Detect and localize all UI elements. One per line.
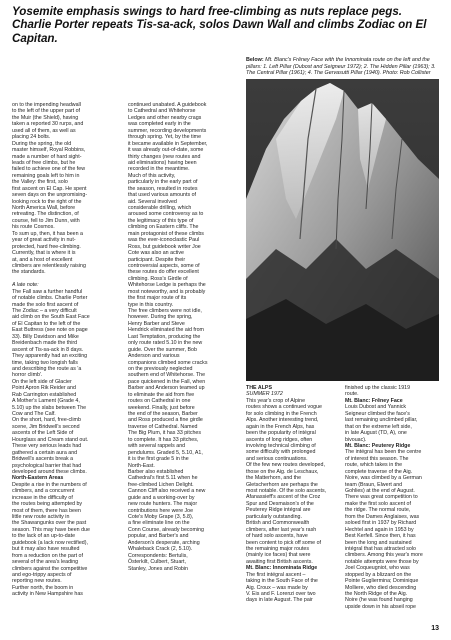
text-line: Noire (he was found hanging: [345, 597, 413, 604]
text-line: and serious continuations.: [246, 455, 308, 462]
text-line: pace quickened in the Fall, when: [128, 378, 206, 385]
text-column-1: [12, 102, 120, 612]
text-line: the first major route of its: [128, 295, 187, 302]
text-line: Mt. Blanc: Innominata Ridge: [246, 565, 318, 572]
text-line: Hourglass and Cream stand out.: [12, 436, 89, 443]
text-line: Ledges and other nearby crags: [128, 114, 202, 121]
text-line: on to the impending headwall: [12, 102, 81, 108]
text-line: most of them, there has been: [12, 507, 81, 514]
text-line: ascents of the Left Side of: [12, 430, 74, 437]
text-line: on the previously neglected: [128, 365, 193, 372]
text-line: the Muir (the Shield), having: [12, 114, 79, 121]
text-line: finished up the classic 1919: [345, 385, 411, 391]
text-column-3: [246, 385, 340, 625]
text-line: been the long and sustained: [345, 539, 412, 546]
text-line: made a number of hard sight-: [12, 153, 82, 160]
text-line: awaiting first British ascents.: [246, 558, 313, 565]
text-line: with several rappels and: [128, 443, 186, 450]
text-line: to the lack of an up-to-date: [12, 533, 76, 540]
caption-label: Below:: [246, 57, 264, 63]
text-line: The intégral has been the centre: [345, 449, 422, 456]
text-line: climbers against the competitive: [12, 565, 88, 572]
text-line: Afanassieff's ascent of the Croz: [246, 494, 321, 501]
text-line: SUMMER 1972: [246, 391, 283, 398]
text-line: Henry Barber and Steve: [128, 320, 185, 327]
text-line: involving technical climbing of: [246, 442, 316, 449]
text-line: to eliminate the aid from five: [128, 391, 195, 398]
text-line: reporting new routes.: [12, 578, 62, 585]
text-line: Rab Carrington established: [12, 391, 77, 398]
text-line: new route hunters. The major: [128, 501, 198, 508]
text-line: the Shawangunks over the past: [12, 520, 87, 527]
text-line: most notable. Of the solo ascents,: [246, 488, 327, 494]
text-line: gathered a certain aura and: [12, 449, 78, 456]
text-line: Whaleback Crack (2, 5.10).: [128, 546, 193, 553]
text-line: aroused some controversy as to: [128, 211, 204, 218]
text-line: upside down in his abseil rope: [345, 603, 416, 610]
text-line: Gohlies) at the end of August.: [345, 488, 415, 494]
text-line: most noteworthy, and is probably: [128, 288, 206, 295]
text-line: Mt. Blanc: Frêney Face: [345, 397, 403, 404]
text-line: Molliere, who died descending: [345, 584, 417, 591]
text-line: type in this country.: [128, 301, 174, 308]
text-line: Mt. Blanc: Peuterey Ridge: [345, 442, 411, 449]
text-line: Breidenbach made the third: [12, 340, 78, 347]
text-line: 5.10) up the slabs between The: [12, 404, 87, 411]
text-line: free-climbed Lichen Delight.: [128, 481, 194, 488]
text-line: the Valley: the first, solo: [12, 179, 68, 186]
page-number: 13: [431, 625, 439, 632]
article-headline: Yosemite emphasis swings to hard free-climbing as nuts replace pegs. Charlie Porter repeats Tis-sa-ack, solos Dawn Wall and climbs Zodiac on El Capitan.: [12, 5, 427, 45]
mountain-photo: [246, 79, 439, 381]
text-line: participant. Despite their: [128, 256, 186, 263]
text-line: climbers. Among this year's more: [345, 552, 423, 559]
text-line: Barber and Anderson teamed up: [128, 385, 205, 392]
text-line: course, fell to Jim Dunn, with: [12, 217, 80, 224]
text-line: was the ever-iconoclastic Paul: [128, 237, 200, 244]
text-line: recorded in the meantime.: [128, 166, 190, 173]
text-line: a fine eliminate line on the: [128, 520, 190, 527]
text-line: Stanley, Jones and Robin: [128, 565, 188, 572]
text-line: Noire, was climbed by a German: [345, 475, 422, 482]
text-line: to Cathedral and Whitehorse: [128, 108, 196, 115]
text-line: continued unabated. A guidebook: [128, 102, 207, 108]
text-line: master himself, Royal Robbins,: [12, 147, 86, 154]
text-line: The free climbers were not idle,: [128, 308, 202, 314]
text-line: in late August (TD, A), one: [345, 430, 407, 437]
text-line: routes on Cathedral in one: [128, 398, 191, 405]
text-line: activity in New Hampshire has: [12, 591, 83, 598]
text-line: of interest this season. The: [345, 455, 409, 462]
text-line: Further north, the boom in: [12, 584, 74, 591]
text-line: Spur and Desmaison's of the: [246, 500, 314, 507]
text-line: from a reduction on the part of: [12, 552, 83, 559]
text-line: season. This may have been due: [12, 526, 90, 533]
text-line: been the popularity of intégral: [246, 430, 316, 437]
text-line: was completed early in the: [128, 121, 191, 128]
text-line: Point Apron Rik Reider and: [12, 385, 76, 392]
text-line: companions climbed some cracks: [128, 359, 208, 366]
text-line: Hendrick eliminated the aid from: [128, 327, 204, 334]
text-line: that on the extreme left side,: [345, 423, 412, 430]
text-line: guide and a working-over by: [128, 494, 195, 501]
text-line: popular, and Barber's and: [128, 533, 189, 540]
text-line: looking rock to the right of the: [12, 198, 82, 205]
text-line: Pointe Gugliermina; Dominique: [345, 578, 419, 585]
text-line: thirty changes (new routes and: [128, 153, 201, 160]
text-line: seven days on the unpromising-: [12, 192, 88, 199]
text-line: bivouac).: [345, 436, 367, 443]
text-line: the end of the season, Barber: [128, 411, 198, 417]
text-line: taking in the South Face of the: [246, 578, 318, 585]
text-line: for solo climbing in the French: [246, 410, 317, 417]
text-line: summer, recording developments: [128, 127, 207, 134]
text-line: it was already out-of-date, some: [128, 147, 204, 154]
text-line: increase in the difficulty of: [12, 494, 73, 501]
text-line: some difficulty with prolonged: [246, 449, 316, 456]
text-line: the ridge. The normal route,: [345, 507, 411, 514]
text-line: been content to pick off some of: [246, 539, 321, 546]
text-line: ascents of long ridges, often: [246, 436, 313, 443]
text-line: Aig. Croux – was made by: [246, 584, 308, 591]
text-line: aid eliminations) having been: [128, 159, 197, 166]
text-line: routes shows a continued vogue: [246, 404, 322, 411]
text-line: On the left side of Glacier: [12, 378, 72, 385]
text-line: contributions here were Joe: [128, 507, 194, 514]
text-line: Hechtel and again in 1953 by: [345, 526, 414, 533]
text-line: Gletscherhorn are perhaps the: [246, 481, 318, 488]
text-line: Of the few new routes developed,: [246, 462, 325, 469]
text-line: stopped by a blizzard on the: [345, 571, 412, 578]
text-line: The Fall saw a further handful: [12, 288, 83, 295]
text-line: pendulums. Graded 5, 5.10, A1,: [128, 449, 203, 456]
text-line: Ross, but guidebook writer Joe: [128, 243, 201, 250]
text-line: retreating. The distinction, of: [12, 211, 79, 218]
text-line: through spring. Yet, by the time: [128, 134, 202, 141]
text-line: Anderson's desperate, arching: [128, 539, 200, 546]
text-line: and ego-trippy aspects of: [12, 571, 72, 578]
text-line: Joel Coqueugniot, who was: [345, 565, 410, 572]
text-line: it became available in September,: [128, 140, 208, 147]
text-line: his route Cosmos.: [12, 224, 55, 231]
text-line: remaining goals left to him in: [12, 172, 80, 179]
text-line: of El Capitan to the left of the: [12, 320, 81, 327]
text-line: soloed first in 1937 by Richard: [345, 520, 417, 527]
text-line: ascent of Tis-sa-ack in 8 days.: [12, 346, 84, 353]
caption-text: Mt. Blanc's Frêney Face with the Innominata route on the left and the pillars: 1. Left Pillar (Dubost and Seigneur 1972); 2. The Hidden Pillar (1963); 3. The Central Pillar (1961); 4. The Gervasutti Pillar (1940). Photo: Rob Collister: [246, 57, 436, 76]
text-line: that used various amounts of: [128, 192, 197, 199]
text-line: On the short, hard, free-climb: [12, 417, 81, 424]
text-line: last remaining unclimbed pillar,: [345, 417, 418, 424]
text-line: THE ALPS: [246, 385, 272, 391]
text-line: these routes do offer excellent: [128, 269, 199, 276]
text-line: Cannon Cliff also received a new: [128, 488, 206, 495]
text-line: This year's crop of Alpine: [246, 397, 306, 404]
text-line: from the Dames Anglaises, was: [345, 513, 420, 520]
text-line: main protagonist of these climbs: [128, 230, 204, 237]
text-line: Alps. Another interesting trend,: [246, 417, 319, 424]
text-line: Last Temptation, producing the: [128, 333, 201, 340]
text-column-2: [128, 102, 238, 612]
text-line: traverse of Cathedral. Named: [128, 423, 198, 430]
text-line: time, taking two longish falls: [12, 359, 78, 366]
text-line: particularly outstanding.: [246, 513, 302, 520]
text-line: Correspondents: Bertulis,: [128, 552, 188, 559]
text-line: There was great competition to: [345, 494, 418, 501]
text-line: Österkilt, Culbert, Stuart,: [128, 559, 186, 566]
text-line: Anderson and various: [128, 353, 180, 360]
text-line: route.: [345, 391, 359, 398]
text-line: year of great activity in nut-: [12, 237, 76, 244]
text-line: and describing the route as 'a: [12, 365, 82, 372]
text-line: the North Ridge of the Aig.: [345, 591, 408, 597]
text-line: aid climb on the South East Face: [12, 314, 90, 321]
text-line: North-Eastern Areas: [12, 475, 64, 482]
text-line: intégral that has attracted solo: [345, 545, 416, 552]
text-line: the standards.: [12, 269, 46, 276]
text-line: Best Kerfell. Since then, it has: [345, 533, 416, 540]
text-line: climbing on Eastern cliffs. The: [128, 224, 199, 231]
text-line: They apparently had an exciting: [12, 353, 88, 360]
text-line: climbing. Ross's Girdle of: [128, 275, 188, 282]
text-line: Cathedral's first 5.11 when he: [128, 475, 198, 482]
text-line: southern end of Whitehorse. The: [128, 372, 206, 379]
text-line: at, and a host of excellent: [12, 256, 73, 263]
text-line: climbers are relentlessly raising: [12, 262, 86, 269]
text-line: several of the area's leading: [12, 559, 79, 566]
text-line: The Big Plum, it has 33 pitches: [128, 430, 202, 437]
text-line: made the solo first ascent of: [12, 301, 79, 308]
text-line: horror climb'.: [12, 372, 43, 379]
text-line: psychological barrier that had: [12, 462, 82, 469]
text-line: Much of this activity,: [128, 172, 176, 179]
text-line: climbers, and a concurrent: [12, 488, 75, 495]
text-line: to complete. It has 33 pitches,: [128, 436, 199, 443]
text-line: of notable climbs. Charlie Porter: [12, 295, 88, 302]
text-line: particularly in the early part of: [128, 179, 198, 186]
text-line: Cow and The Calf.: [12, 411, 56, 417]
text-line: weekend. Finally, just before: [128, 404, 195, 411]
text-line: To sum up, then, it has been a: [12, 230, 83, 237]
text-line: it is the first grade 5 in the: [128, 456, 189, 463]
text-line: British and Commonwealth: [246, 520, 310, 527]
text-line: leads of free climbs, but he: [12, 159, 76, 166]
text-line: little new route activity in: [12, 514, 70, 520]
text-line: notable attempts were those by: [345, 558, 419, 565]
text-line: aid. Several involved: [128, 198, 177, 205]
text-line: East Buttress (see note on page: [12, 327, 88, 334]
text-line: North America Wall, before: [12, 205, 76, 211]
text-line: These very serious leads had: [12, 443, 82, 450]
text-line: (mainly ice faces) that were: [246, 552, 311, 559]
text-line: the legitimacy of this type of: [128, 217, 194, 224]
text-line: Cote was also an active: [128, 250, 184, 257]
text-line: The Zodiac – a very difficult: [12, 308, 77, 314]
text-line: those on the Aig. de Leschaux,: [246, 468, 319, 475]
text-line: Barber also established: [128, 468, 184, 475]
text-line: V. Eis and F. Lorenzi over two: [246, 591, 316, 597]
text-line: used all of them, as well as: [12, 127, 76, 134]
mountain-photo-image: [246, 79, 439, 381]
text-line: route, which takes in the: [345, 462, 403, 469]
text-line: and Ross produced a fine girdle: [128, 417, 203, 424]
text-line: guide. Over the summer, Bob: [128, 346, 197, 353]
text-line: the routes being attempted by: [12, 501, 83, 508]
text-line: guidebook (a lack now rectified),: [12, 539, 88, 546]
text-line: but it may also have resulted: [12, 546, 80, 553]
text-line: controversial aspects, some of: [128, 262, 200, 269]
text-line: only route rated 5.10 in the new: [128, 340, 203, 347]
text-line: team (Braun, Elwert and: [345, 481, 403, 488]
text-line: Conn Course, already becoming: [128, 526, 204, 533]
text-line: A Mother's Lament (Grade 4,: [12, 398, 80, 405]
text-line: Currently, that is where it is: [12, 250, 76, 257]
text-line: Bridwell's ascents break a: [12, 456, 74, 463]
text-line: taken a reported 30 rurps, and: [12, 121, 84, 128]
text-line: Louis Dubost and Yannick: [345, 404, 407, 411]
text-line: however. During the spring,: [128, 314, 193, 321]
text-line: developed around these climbs.: [12, 468, 87, 475]
text-line: Despite a rise in the numbers of: [12, 481, 87, 488]
text-line: North-East.: [128, 462, 155, 469]
photo-caption: [246, 57, 439, 77]
text-line: Peuterey Ridge intégral are: [246, 507, 311, 514]
text-line: During the spring, the old: [12, 140, 72, 147]
text-line: protected, hard free-climbing.: [12, 243, 81, 250]
text-line: 33). Billy Davidson and Mike: [12, 333, 79, 340]
text-line: placing 24 bolts.: [12, 134, 51, 141]
text-line: failed to achieve one of the few: [12, 166, 86, 173]
text-line: Whitehorse Ledge is perhaps the: [128, 282, 206, 289]
text-line: make the first solo ascent of: [345, 500, 411, 507]
text-line: first ascent on El Cap. He spent: [12, 185, 87, 192]
text-line: days in late August. The pair: [246, 597, 313, 604]
text-line: Seigneur climbed the face's: [345, 410, 410, 417]
text-line: climbers, after last year's rash: [246, 526, 317, 533]
text-line: the remaining major routes: [246, 545, 310, 552]
text-line: again in the French Alps, has: [246, 423, 315, 430]
text-line: complete traverse of the Aig.: [345, 468, 413, 475]
text-line: Cote's Moby Grape (3, 5.8),: [128, 514, 194, 520]
text-line: The first intégral ascent –: [246, 571, 306, 578]
text-line: scene, Jim Bridwell's second: [12, 423, 80, 430]
text-line: of hard solo ascents, have: [246, 533, 308, 540]
text-line: the season, resulted in routes: [128, 185, 198, 192]
text-line: the Matterhorn, and the: [246, 475, 302, 482]
text-line: A late note:: [12, 282, 39, 289]
text-line: to the left of the upper part of: [12, 108, 81, 115]
text-column-4: [345, 385, 441, 625]
text-line: considerable drilling, which: [128, 205, 192, 211]
